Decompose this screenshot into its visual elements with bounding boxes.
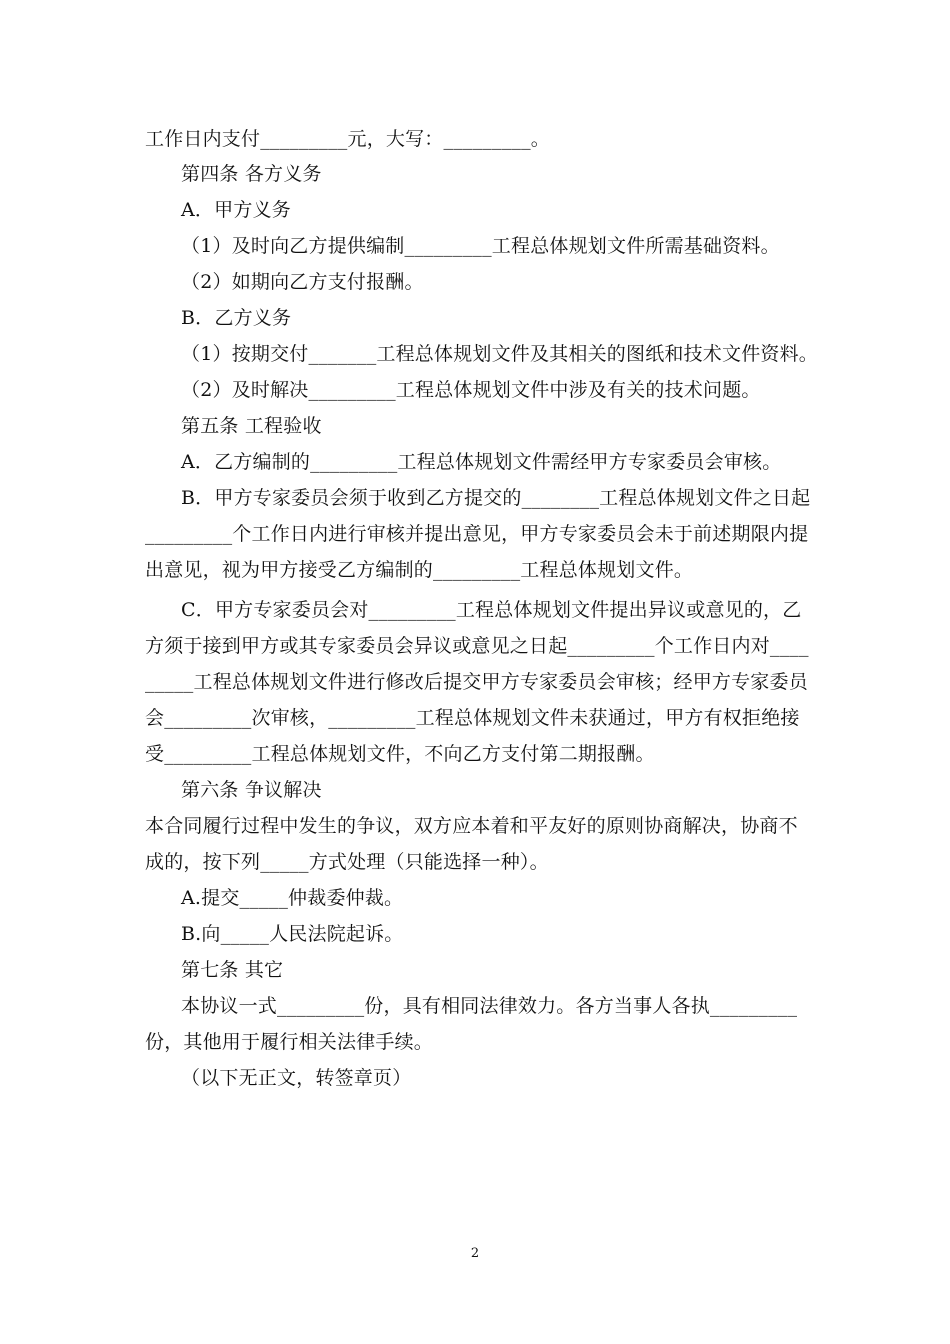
text-line-23: B.向_____人民法院起诉。 [181,923,404,945]
section-heading-article-5: 第五条 工程验收 [181,415,322,437]
text-line-1: 工作日内支付_________元，大写：_________。 [145,128,551,150]
text-line-12: _________个工作日内进行审核并提出意见，甲方专家委员会未于前述期限内提 [145,523,809,545]
subsection-heading-party-b: B．乙方义务 [181,307,292,329]
text-line-25: 本协议一式_________份，具有相同法律效力。各方当事人各执_________ [181,995,798,1017]
section-heading-article-7: 第七条 其它 [181,959,284,981]
subsection-heading-party-a: A．甲方义务 [181,199,291,221]
text-line-16: _____工程总体规划文件进行修改后提交甲方专家委员会审核；经甲方专家委员 [145,671,808,693]
text-line-14: C．甲方专家委员会对_________工程总体规划文件提出异议或意见的，乙 [181,599,802,621]
text-line-10: A．乙方编制的_________工程总体规划文件需经甲方专家委员会审核。 [181,451,782,473]
text-line-8: （2）及时解决_________工程总体规划文件中涉及有关的技术问题。 [181,379,761,401]
section-heading-article-4: 第四条 各方义务 [181,163,322,185]
text-line-11: B．甲方专家委员会须于收到乙方提交的________工程总体规划文件之日起 [181,487,811,509]
text-line-13: 出意见，视为甲方接受乙方编制的_________工程总体规划文件。 [145,559,694,581]
page-number: 2 [470,1246,480,1261]
text-line-7: （1）按期交付_______工程总体规划文件及其相关的图纸和技术文件资料。 [181,343,818,365]
text-line-21: 成的，按下列_____方式处理（只能选择一种）。 [145,851,549,873]
text-line-20: 本合同履行过程中发生的争议，双方应本着和平友好的原则协商解决，协商不 [145,815,798,837]
text-line-22: A.提交_____仲裁委仲裁。 [181,887,404,909]
text-line-26: 份，其他用于履行相关法律手续。 [145,1031,434,1053]
text-line-4: （1）及时向乙方提供编制_________工程总体规划文件所需基础资料。 [181,235,780,257]
section-heading-article-6: 第六条 争议解决 [181,779,322,801]
text-line-18: 受_________工程总体规划文件，不向乙方支付第二期报酬。 [145,743,655,765]
text-line-5: （2）如期向乙方支付报酬。 [181,271,424,293]
text-line-15: 方须于接到甲方或其专家委员会异议或意见之日起_________个工作日内对____ [145,635,809,657]
text-line-17: 会_________次审核，_________工程总体规划文件未获通过，甲方有权拒绝接 [145,707,800,729]
text-line-27: （以下无正文，转签章页） [181,1067,412,1089]
